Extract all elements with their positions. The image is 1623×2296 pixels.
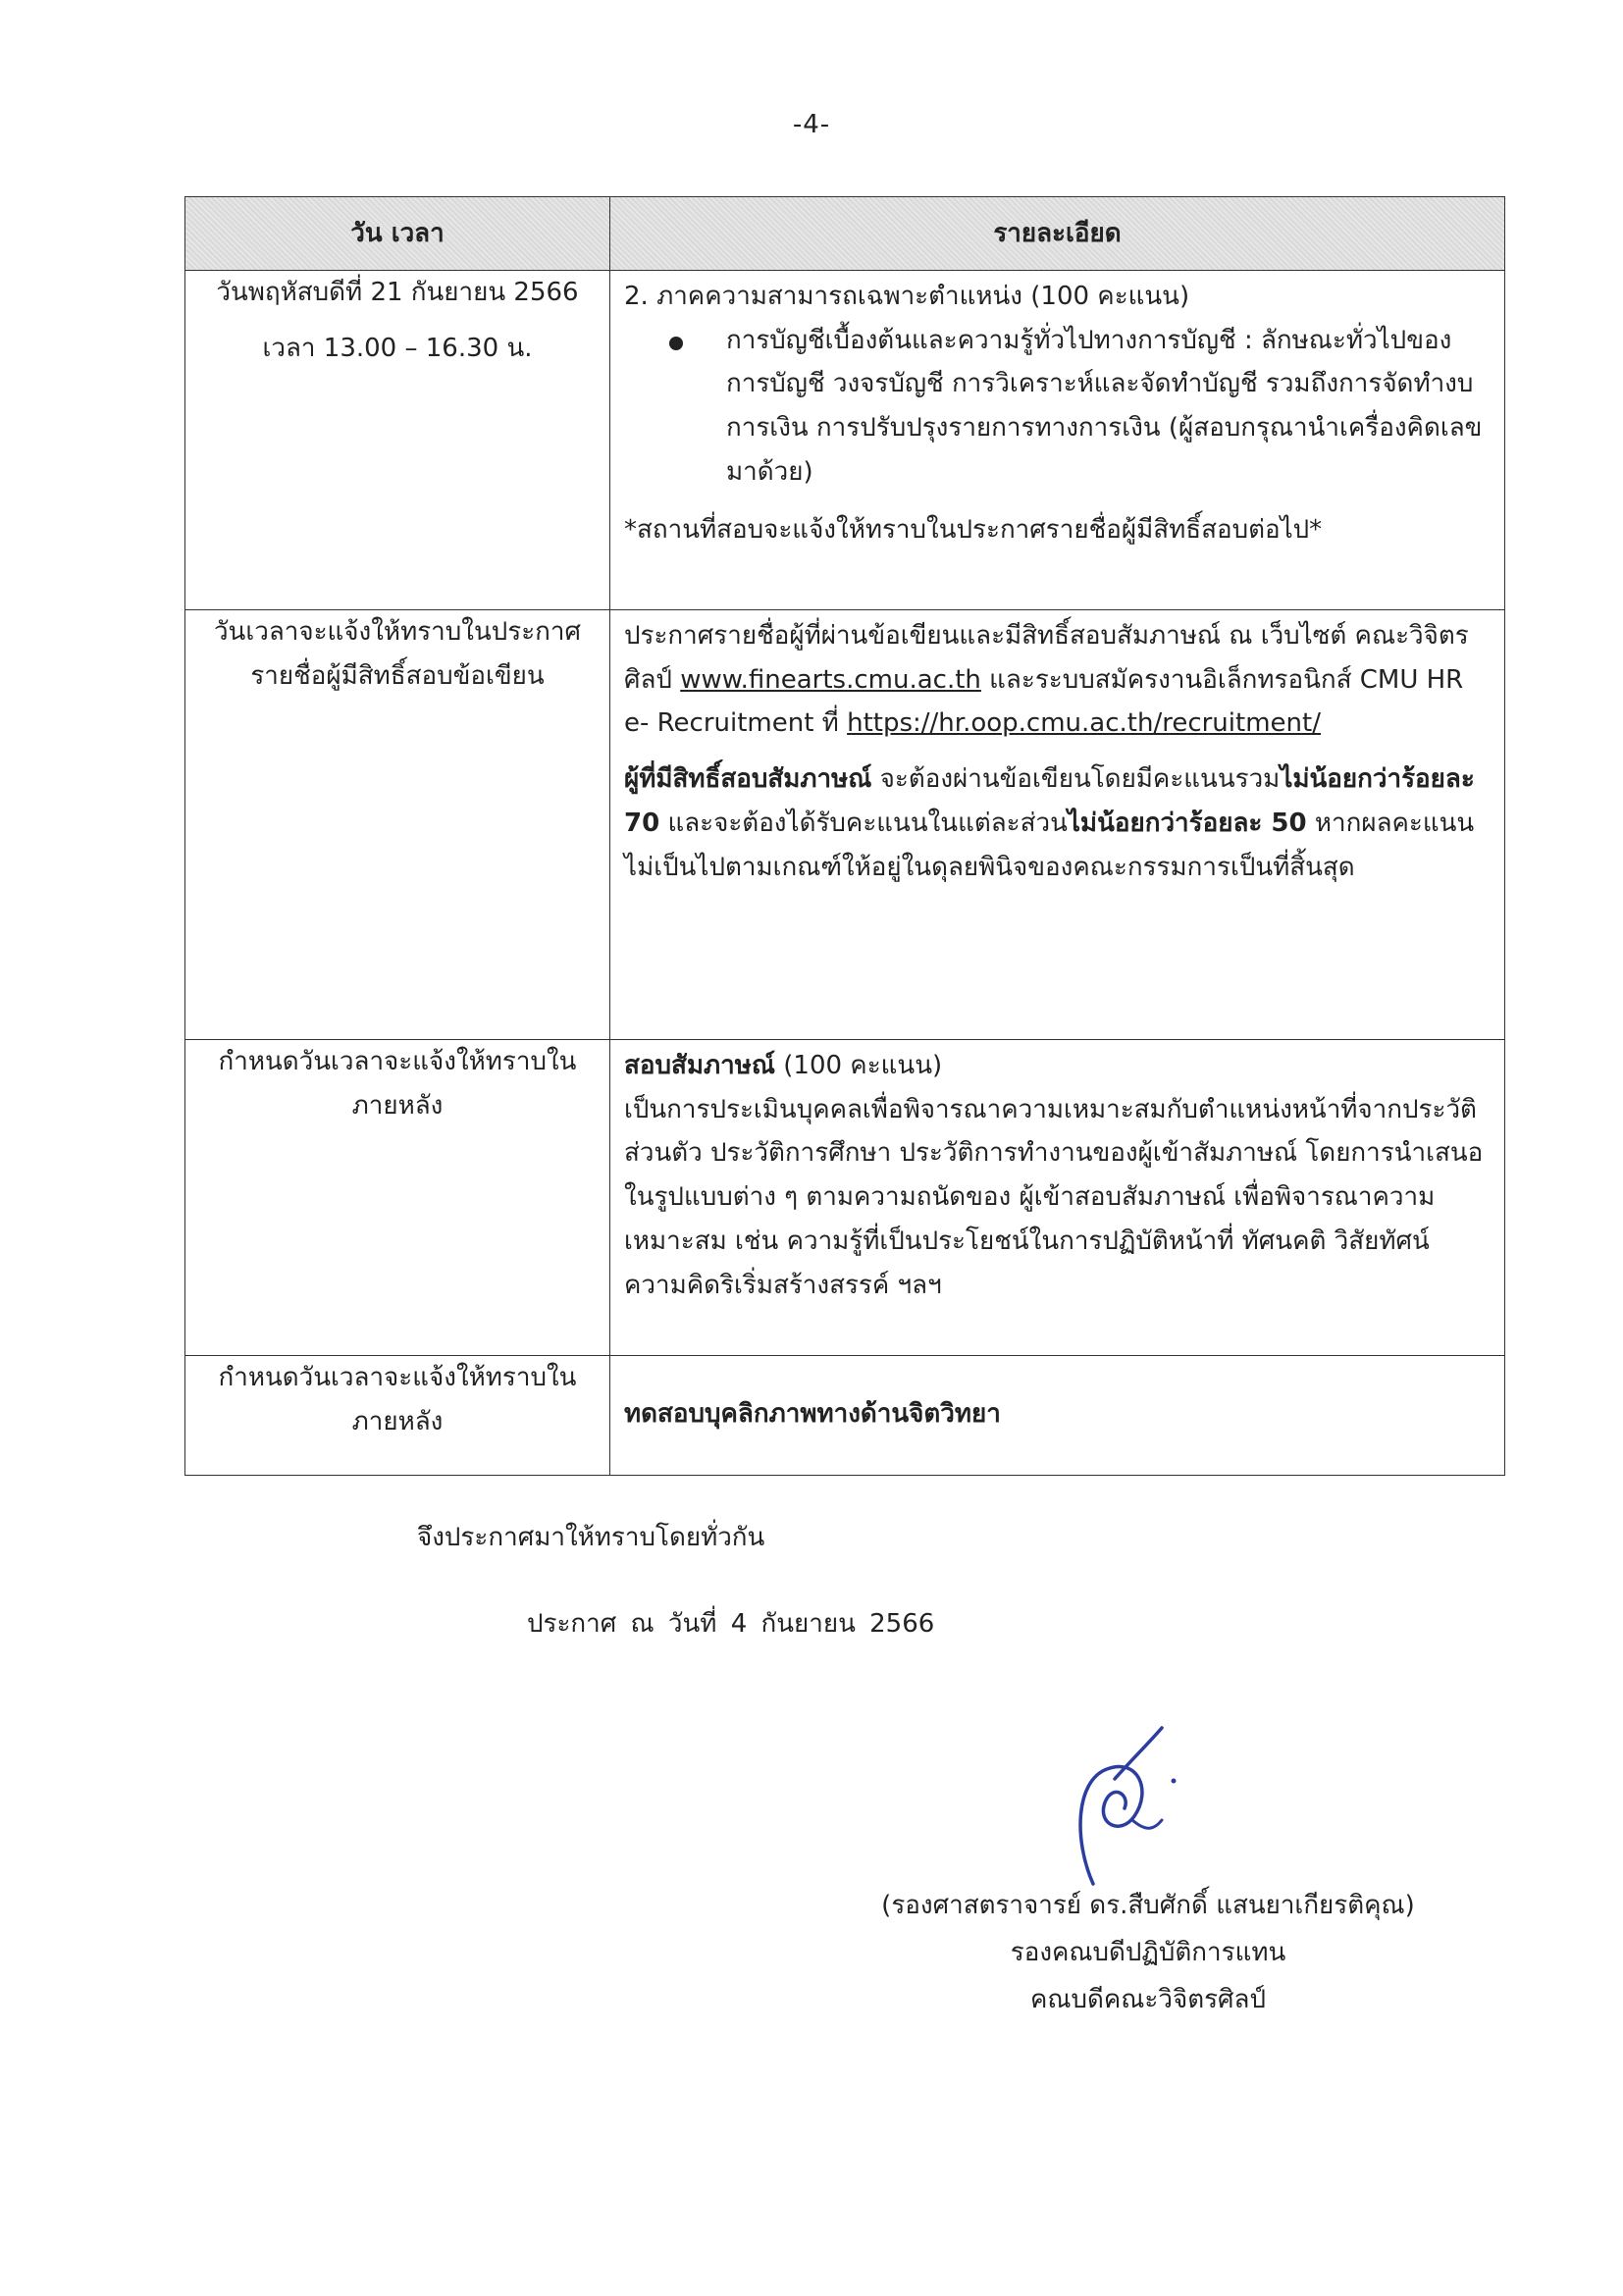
row1-bullet-list [624, 319, 1491, 495]
signatory-position-2: คณบดีคณะวิจิตรศิลป์ [1029, 1985, 1266, 2015]
row1-venue-note: *สถานที่สอบจะแจ้งให้ทราบในประกาศรายชื่อผู้มีสิทธิ์สอบต่อไป* [624, 514, 1323, 545]
finearts-website-link[interactable]: www.finearts.cmu.ac.th [680, 664, 981, 695]
row1-date-line2: เวลา 13.00 – 16.30 น. [262, 333, 533, 363]
row3-interview-body: เป็นการประเมินบุคคลเพื่อพิจารณาความเหมาะสมกับตำแหน่งหน้าที่จากประวัติส่วนตัว ประวัติการศึกษา ประวัติการทำงานของผู้เข้าสัมภาษณ์ โดยการนำเสนอในรูปแบบต่าง ๆ ตามความถนัดของ ผู้เข้าสอบสัมภาษณ์ เพื่อพิจารณาความเหมาะสม เช่น ความรู้ที่เป็นประโยชน์ในการปฏิบัติหน้าที่ ทัศนคติ วิสัยทัศน์ ความคิดริเริ่มสร้างสรรค์ ฯลฯ [624, 1094, 1484, 1300]
row2-criteria-text-3: หากผลคะแนนไม่เป็นไปตามเกณฑ์ให้อยู่ในดุลยพินิจของคณะกรรมการเป็นที่สิ้นสุด [624, 808, 1475, 882]
table-row [185, 1356, 1505, 1476]
row4-date-line1: กำหนดวันเวลาจะแจ้งให้ทราบใน [218, 1363, 577, 1392]
row2-criteria-bold-1: ผู้ที่มีสิทธิ์สอบสัมภาษณ์ [624, 764, 872, 795]
row3-title-rest: (100 คะแนน) [775, 1051, 943, 1080]
row1-date-line1: วันพฤหัสบดีที่ 21 กันยายน 2566 [216, 278, 579, 307]
row1-date-cell [185, 271, 610, 610]
row3-date-line2: ภายหลัง [351, 1090, 444, 1121]
row1-bullet-text: การบัญชีเบื้องต้นและความรู้ทั่วไปทางการบัญชี : ลักษณะทั่วไปของการบัญชี วงจรบัญชี การวิเคราะห์และจัดทำบัญชี รวมถึงการจัดทำงบการเงิน การปรับปรุงรายการทางการเงิน (ผู้สอบกรุณานำเครื่องคิดเลขมาด้วย) [726, 325, 1483, 487]
row4-detail-cell [610, 1356, 1505, 1476]
header-details: รายละเอียด [610, 197, 1505, 271]
announcement-date: ประกาศ ณ วันที่ 4 กันยายน 2566 [527, 1609, 935, 1639]
row2-date-cell [185, 610, 610, 1040]
signature-block [775, 1882, 1521, 2023]
table-header-row [185, 197, 1505, 271]
row3-detail-cell [610, 1040, 1505, 1356]
row3-date-line1: กำหนดวันเวลาจะแจ้งให้ทราบใน [218, 1047, 577, 1076]
row1-detail-cell [610, 271, 1505, 610]
row2-results-text-2: และระบบสมัครงานอิเล็กทรอนิกส์ CMU HR e- Recruitment ที่ [624, 664, 1464, 739]
bullet-dot-icon [669, 337, 683, 350]
row2-date-line1: วันเวลาจะแจ้งให้ทราบในประกาศ [213, 617, 582, 647]
page-number: -4- [792, 110, 831, 139]
announcement-text: จึงประกาศมาให้ทราบโดยทั่วกัน [417, 1523, 765, 1552]
row4-date-line2: ภายหลัง [351, 1406, 444, 1436]
row2-criteria-bold-3: ไม่น้อยกว่าร้อยละ 50 [1067, 808, 1307, 838]
row3-title-bold: สอบสัมภาษณ์ [624, 1051, 775, 1080]
schedule-table [184, 196, 1505, 1476]
row1-section-title: 2. ภาคความสามารถเฉพาะตำแหน่ง (100 คะแนน) [624, 282, 1190, 311]
row3-date-cell [185, 1040, 610, 1356]
row2-criteria-bold-2: ไม่น้อยกว่าร้อยละ 70 [624, 764, 1475, 838]
recruitment-link[interactable]: https://hr.oop.cmu.ac.th/recruitment/ [847, 708, 1321, 739]
row4-personality-test: ทดสอบบุคลิกภาพทางด้านจิตวิทยา [624, 1399, 1001, 1430]
table-row [185, 610, 1505, 1040]
row2-results-text-1: ประกาศรายชื่อผู้ที่ผ่านข้อเขียนและมีสิทธิ์สอบสัมภาษณ์ ณ เว็บไซต์ คณะวิจิตรศิลป์ [624, 621, 1469, 695]
row3-interview-title [624, 1044, 1491, 1088]
row2-results-paragraph [624, 614, 1491, 746]
row2-date-line2: รายชื่อผู้มีสิทธิ์สอบข้อเขียน [250, 660, 545, 691]
row4-date-cell [185, 1356, 610, 1476]
table-row [185, 271, 1505, 610]
header-date-time: วัน เวลา [185, 197, 610, 271]
signature-image [1036, 1722, 1203, 1899]
list-item [663, 319, 1491, 495]
row2-criteria-text-1: จะต้องผ่านข้อเขียนโดยมีคะแนนรวม [871, 764, 1281, 795]
signatory-name: (รองศาสตราจารย์ ดร.สืบศักดิ์ แสนยาเกียรติคุณ) [881, 1891, 1415, 1920]
signatory-position-1: รองคณบดีปฏิบัติการแทน [1010, 1938, 1286, 1968]
row2-detail-cell [610, 610, 1505, 1040]
row2-criteria-text-2: และจะต้องได้รับคะแนนในแต่ละส่วน [659, 808, 1068, 838]
table-row [185, 1040, 1505, 1356]
row2-criteria-paragraph [624, 757, 1491, 889]
